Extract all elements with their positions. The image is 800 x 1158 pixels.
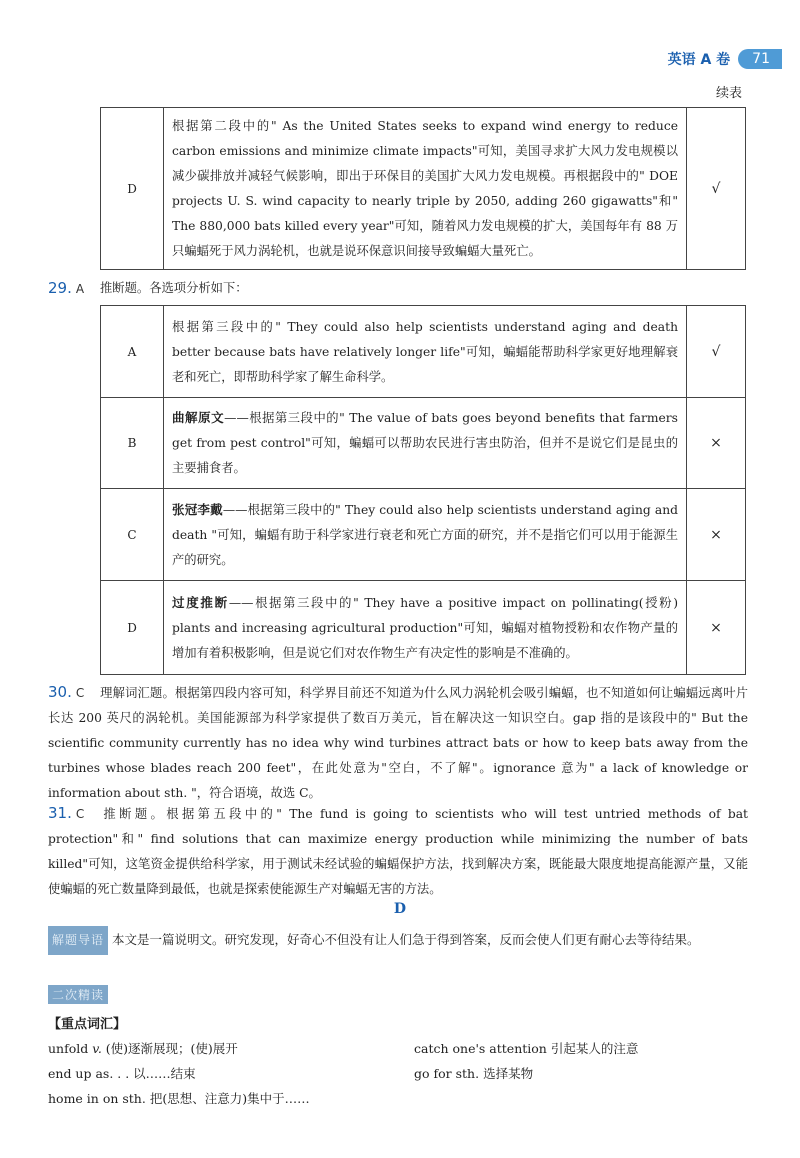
option-tag: 过度推断 [172,594,229,610]
option-label: D [101,581,164,675]
option-row [101,398,746,489]
question-answer: A [75,282,85,296]
option-label: A [101,306,164,398]
section-title: D [393,901,407,917]
option-mark: √ [687,108,746,270]
option-analysis: 根据第二段中的" As the United States seeks to expand wind energy to reduce carbon emissions and minimize climate impacts"可知，美国寻求扩大风力发电规模以减少碳排放并减轻气候影响，即出于环保目的美国扩大风力发电规模。再根据段中的" DOE projects U. S. wind capacity to nearly triple by 2050, adding 260 gigawatts"和" The 880,000 bats killed every year"可知，随着风力发电规模的扩大，美国每年有 88 万只蝙蝠死于风力涡轮机，也就是说环保意识间接导致蝙蝠大量死亡。 [164,108,687,270]
q30-heading [48,680,100,706]
question-number: 30. [48,683,72,701]
question-answer: C [75,807,85,821]
option-label: C [101,489,164,581]
option-text: ——根据第三段中的" They have a positive impact on pollinating(授粉) plants and increasing agricultural production"可知，蝙蝠对植物授粉和农作物产量的增加有着积极影响，但是说它们对农作物生产有决定性的影响是不准确的。 [172,595,678,660]
q31-heading [48,801,100,827]
vocab-meaning: 引起某人的注意 [550,1041,639,1056]
vocab-item [414,1039,638,1057]
option-mark: × [687,581,746,675]
option-analysis [164,581,687,675]
vocab-item [48,1039,238,1057]
vocab-meaning: 选择某物 [483,1066,534,1081]
page-number: 71 [738,49,782,69]
vocab-heading: 【重点词汇】 [48,1017,127,1032]
question-answer: C [75,686,85,700]
option-analysis [164,306,687,398]
vocab-pos: v. [92,1041,102,1056]
option-text: ——根据第三段中的" The value of bats goes beyond benefits that farmers get from pest control"可知，蝙蝠可以帮助农民进行害虫防治，但并不是说它们是昆虫的主要捕食者。 [172,411,678,475]
option-tag: 曲解原文 [172,410,225,425]
page-header [668,49,782,69]
vocab-term: catch one's attention [414,1041,547,1056]
vocab-item [48,1089,310,1107]
q29-option-table [100,305,746,675]
q30-text: 理解词汇题。根据第四段内容可知，科学界目前还不知道为什么风力涡轮机会吸引蝙蝠，也不知道如何让蝙蝠远离叶片长达 200 英尺的涡轮机。美国能源部为科学家提供了数百万美元，旨在解决这一知识空白。gap 指的是该段中的" But the scientific community currently has no idea why wind turbines attract bats or how to keep bats away from the turbines whose blades reach 200 feet"，在此处意为"空白，不了解"。ignorance 意为" a lack of knowledge or information about sth. "，符合语境，故选 C。 [48,686,748,800]
option-row [101,306,746,398]
q30-block [48,680,748,806]
vocab-term: home in on sth. [48,1091,146,1106]
guide-paragraph [48,926,748,955]
vocab-term: end up as. . . [48,1066,130,1081]
vocab-meaning: 以……结束 [133,1066,196,1081]
option-label: D [101,108,164,270]
option-analysis [164,398,687,489]
option-row [101,108,746,270]
option-row [101,581,746,675]
option-text: ——根据第三段中的" They could also help scientists understand aging and death "可知，蝙蝠有助于科学家进行衰老和死亡方面的研究，并不是指它们可以用于能源生产的研究。 [172,502,678,567]
second-read-row [48,985,108,1004]
q28-option-table [100,107,746,270]
option-mark: × [687,489,746,581]
vocab-meaning: (使)逐渐展现；(使)展开 [105,1041,238,1056]
vocab-item [414,1064,533,1082]
vocab-term: go for sth. [414,1066,480,1081]
second-read-badge: 二次精读 [48,985,108,1004]
option-tag: 张冠李戴 [172,501,223,517]
option-mark: × [687,398,746,489]
q31-text: 推断题。根据第五段中的" The fund is going to scientists who will test untried methods of bat protection"和" find solutions that can maximize energy production while minimizing the number of bats killed"可知，这笔资金提供给科学家，用于测试未经试验的蝙蝠保护方法，找到解决方案，既能最大限度地提高能源产量，又能使蝙蝠的死亡数量降到最低，也就是探索使能源生产对蝙蝠无害的方法。 [48,807,748,896]
option-label: B [101,398,164,489]
continued-label: 续表 [715,86,742,101]
question-number: 31. [48,804,72,822]
option-mark: √ [687,306,746,398]
vocab-term: unfold [48,1041,89,1056]
guide-badge: 解题导语 [48,926,108,955]
guide-text: 本文是一篇说明文。研究发现，好奇心不但没有让人们急于得到答案，反而会使人们更有耐心去等待结果。 [112,932,700,947]
subject-label: 英语 A 卷 [667,52,731,68]
q29-heading [48,279,84,297]
q29-intro: 推断题。各选项分析如下： [100,281,248,295]
question-number: 29. [48,279,72,297]
option-row [101,489,746,581]
q31-block [48,801,748,902]
option-text: 根据第三段中的" They could also help scientists understand aging and death better because bats have relatively longer life"可知，蝙蝠能帮助科学家更好地理解衰老和死亡，即帮助科学家了解生命科学。 [172,319,678,384]
option-analysis [164,489,687,581]
vocab-item [48,1064,196,1082]
vocab-meaning: 把(思想、注意力)集中于…… [149,1091,310,1106]
